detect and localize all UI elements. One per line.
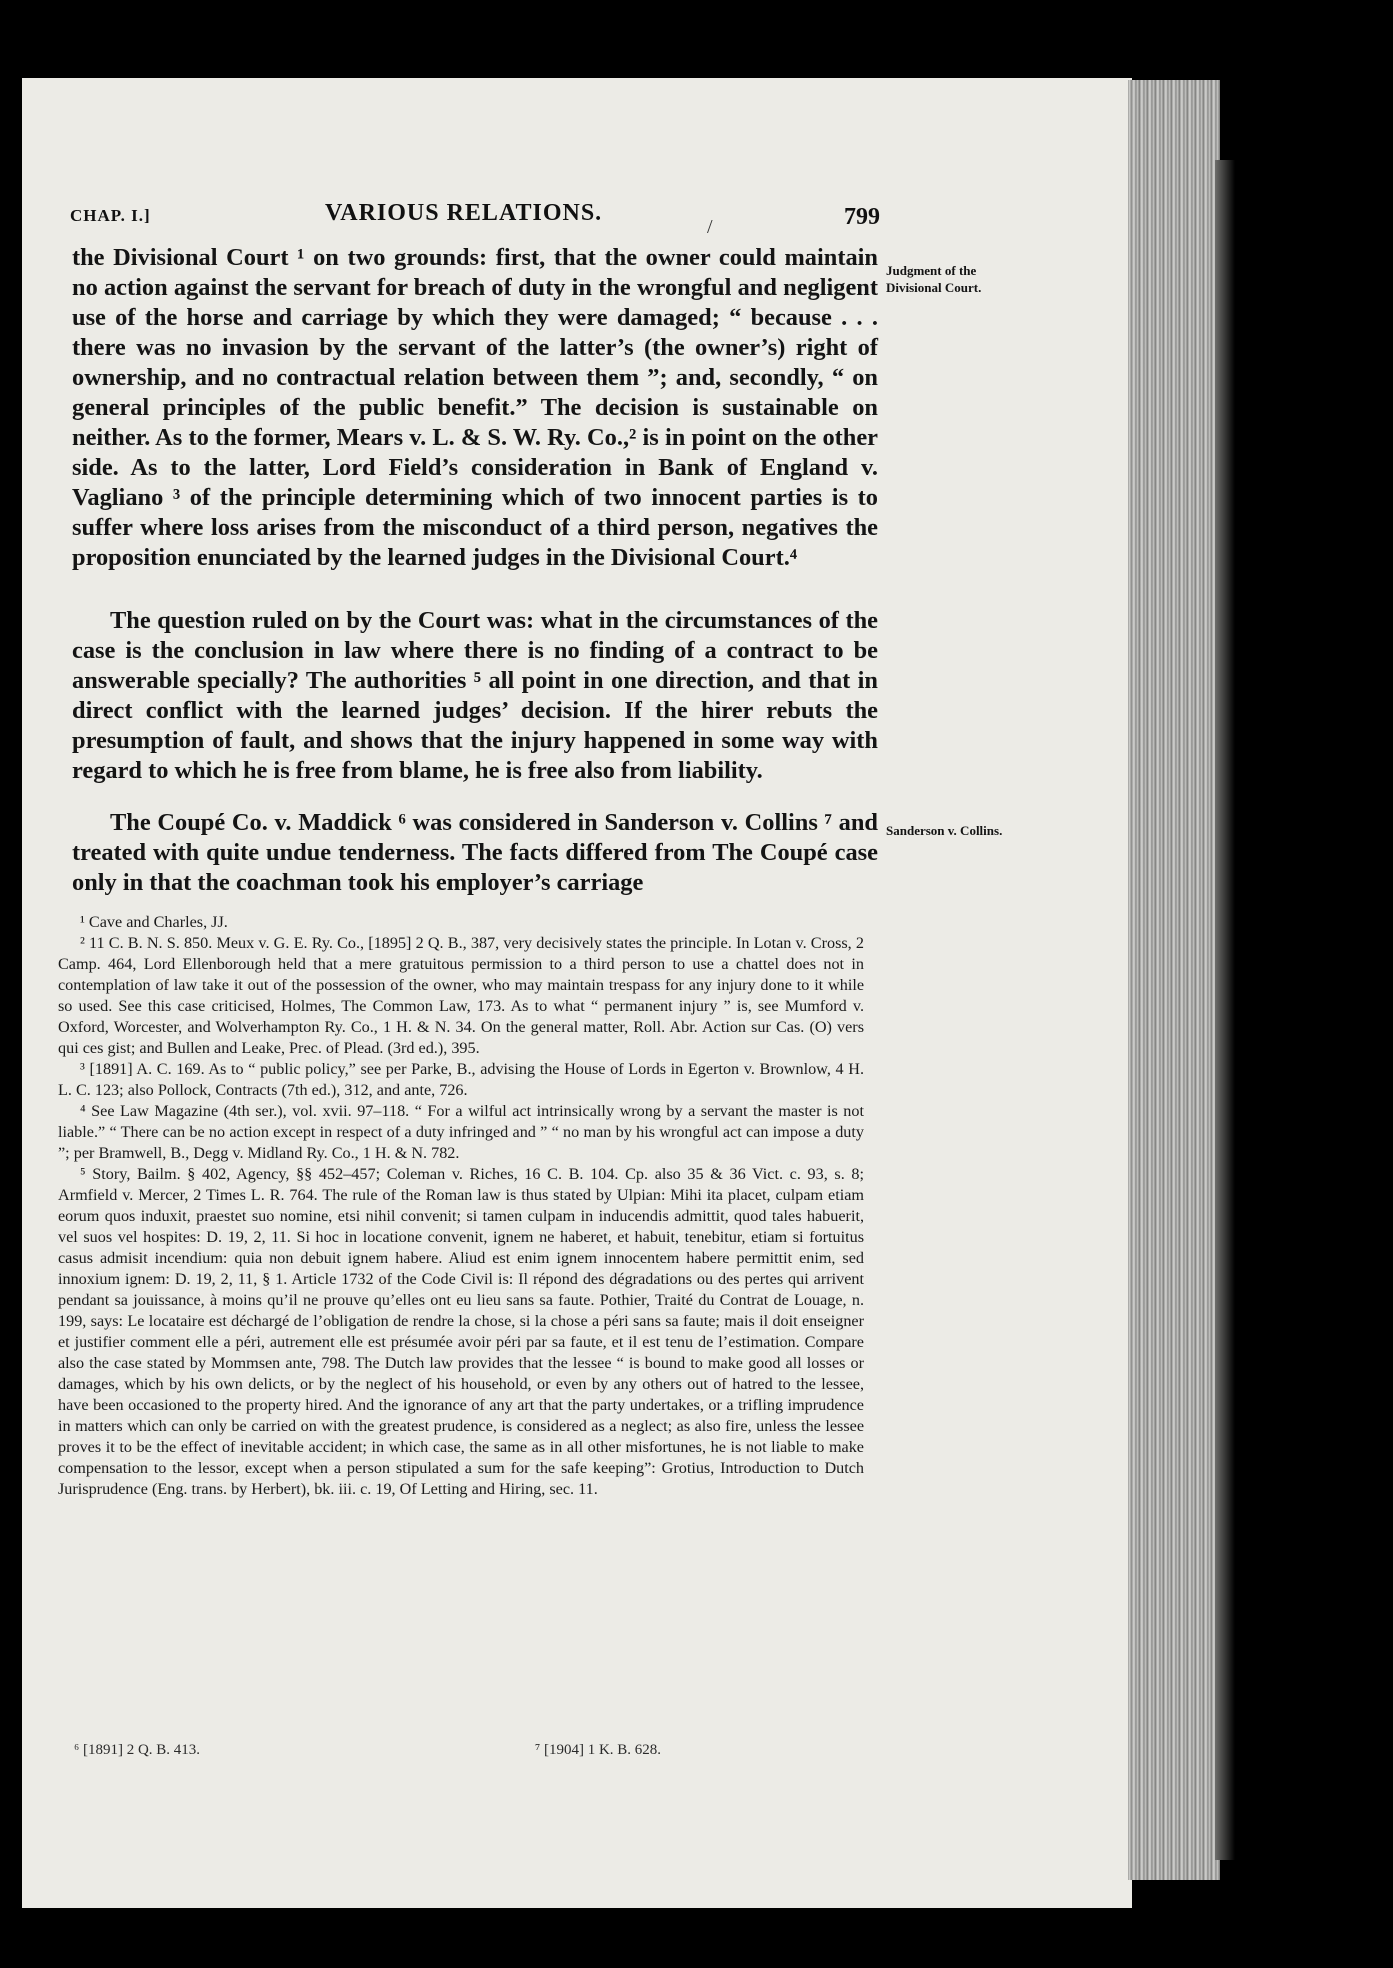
footnote-3: ³ [1891] A. C. 169. As to “ public policy,” see per Parke, B., advising the House of Lords in Egerton v. Brownlow, 4 H. L. C. 123; also Pollock, Contracts (7th ed.), 312, and ante, 726. [58,1060,864,1099]
paragraph-1: the Divisional Court ¹ on two grounds: first, that the owner could maintain no action against the servant for breach of duty in the wrongful and negligent use of the horse and carriage by which they were damaged; “ because . . . there was no invasion by the servant of the latter’s (the owner’s) right of ownership, and no contractual relation between them ”; and, secondly, “ on general principles of the public benefit.” The decision is sustainable on neither. As to the former, Mears v. L. & S. W. Ry. Co.,² is in point on the other side. As to the latter, Lord Field’s consideration in Bank of England v. Vagliano ³ of the principle determining which of two innocent parties is to suffer where loss arises from the misconduct of a third person, negatives the proposition enunciated by the learned judges in the Divisional Court.⁴ [72,244,878,571]
page-number: 799 [844,204,880,230]
paragraph-2: The question ruled on by the Court was: what in the circumstances of the case is the conclusion in law where there is no finding of a contract to be answerable specially? The authorities ⁵ all point in one direction, and that in direct conflict with the learned judges’ decision. If the hirer rebuts the presumption of fault, and shows that the injury happened in some way with regard to which he is free from blame, he is free also from liability. [72,607,878,784]
footnote-7: ⁷ [1904] 1 K. B. 628. [535,1742,662,1758]
running-title: VARIOUS RELATIONS. [325,200,603,226]
page-edges [1128,80,1220,1880]
pencil-mark: / [707,216,713,238]
footnote-2: ² 11 C. B. N. S. 850. Meux v. G. E. Ry. Co., [1895] 2 Q. B., 387, very decisively states the principle. In Lotan v. Cross, 2 Camp. 464, Lord Ellenborough held that a mere gratuitous permission to a third person to use a chattel does not in contemplation of law take it out of the possession of the owner, who may maintain trespass for any injury done to it while so used. See this case criticised, Holmes, The Common Law, 173. As to what “ permanent injury ” is, see Mumford v. Oxford, Worcester, and Wolverhampton Ry. Co., 1 H. & N. 34. On the general matter, Roll. Abr. Action sur Cas. (O) vers qui ces gist; and Bullen and Leake, Prec. of Plead. (3rd ed.), 395. [58,934,864,1057]
paragraph-3: The Coupé Co. v. Maddick ⁶ was considered in Sanderson v. Collins ⁷ and treated with quite undue tenderness. The facts differed from The Coupé case only in that the coachman took his employer’s carriage [72,809,878,896]
edge-shadow [1215,160,1235,1860]
footnote-6: ⁶ [1891] 2 Q. B. 413. [74,1742,201,1758]
margin-note-judgment: Judgment of the Divisional Court. [886,263,982,295]
chapter-label: CHAP. I.] [70,206,151,225]
footnote-5: ⁵ Story, Bailm. § 402, Agency, §§ 452–457; Coleman v. Riches, 16 C. B. 104. Cp. also 35 & 36 Vict. c. 93, s. 8; Armfield v. Mercer, 2 Times L. R. 764. The rule of the Roman law is thus stated by Ulpian: Mihi ita placet, culpam etiam eorum quos induxit, praestet suo nomine, etsi nihil convenit; si tamen culpam in inducendis admittit, quod tales habuerit, vel suos vel hospites: D. 19, 2, 11. Si hoc in locatione convenit, ignem ne haberet, et habuit, tenebitur, etiam si fortuitus casus admisit incendium: quia non debuit ignem habere. Aliud est enim ignem innocentem habere permittit enim, sed innoxium ignem: D. 19, 2, 11, § 1. Article 1732 of the Code Civil is: Il répond des dégradations ou des pertes qui arrivent pendant sa jouissance, à moins qu’il ne prouve qu’elles ont eu lieu sans sa faute. Pothier, Traité du Contrat de Louage, n. 199, says: Le locataire est déchargé de l’obligation de rendre la chose, si la chose a péri sans sa faute; mais il doit enseigner et justifier comment elle a péri, autrement elle est présumée avoir péri par sa faute, et il est tenu de l’estimation. Compare also the case stated by Mommsen ante, 798. The Dutch law provides that the lessee “ is bound to make good all losses or damages, which by his own delicts, or by the neglect of his household, or even by any others out of hatred to the lessee, have been occasioned to the property hired. And the ignorance of any art that the party undertakes, or a trifling imprudence in matters which can only be carried on with the greatest prudence, is considered as a neglect; as also fire, unless the lessee proves it to be the effect of inevitable accident; in which case, the same as in all other misfortunes, he is not liable to make compensation to the lessor, except when a person stipulated a sum for the safe keeping”: Grotius, Introduction to Dutch Jurisprudence (Eng. trans. by Herbert), bk. iii. c. 19, Of Letting and Hiring, sec. 11. [58,1165,864,1498]
margin-note-sanderson: Sanderson v. Collins. [886,823,1003,838]
footnote-4: ⁴ See Law Magazine (4th ser.), vol. xvii. 97–118. “ For a wilful act intrinsically wrong by a servant the master is not liable.” “ There can be no action except in respect of a duty infringed and ” “ no man by his wrongful act can impose a duty ”; per Bramwell, B., Degg v. Midland Ry. Co., 1 H. & N. 782. [58,1102,864,1162]
footnote-1: ¹ Cave and Charles, JJ. [80,913,228,931]
footnotes [58,912,864,1500]
page-header [70,200,880,240]
